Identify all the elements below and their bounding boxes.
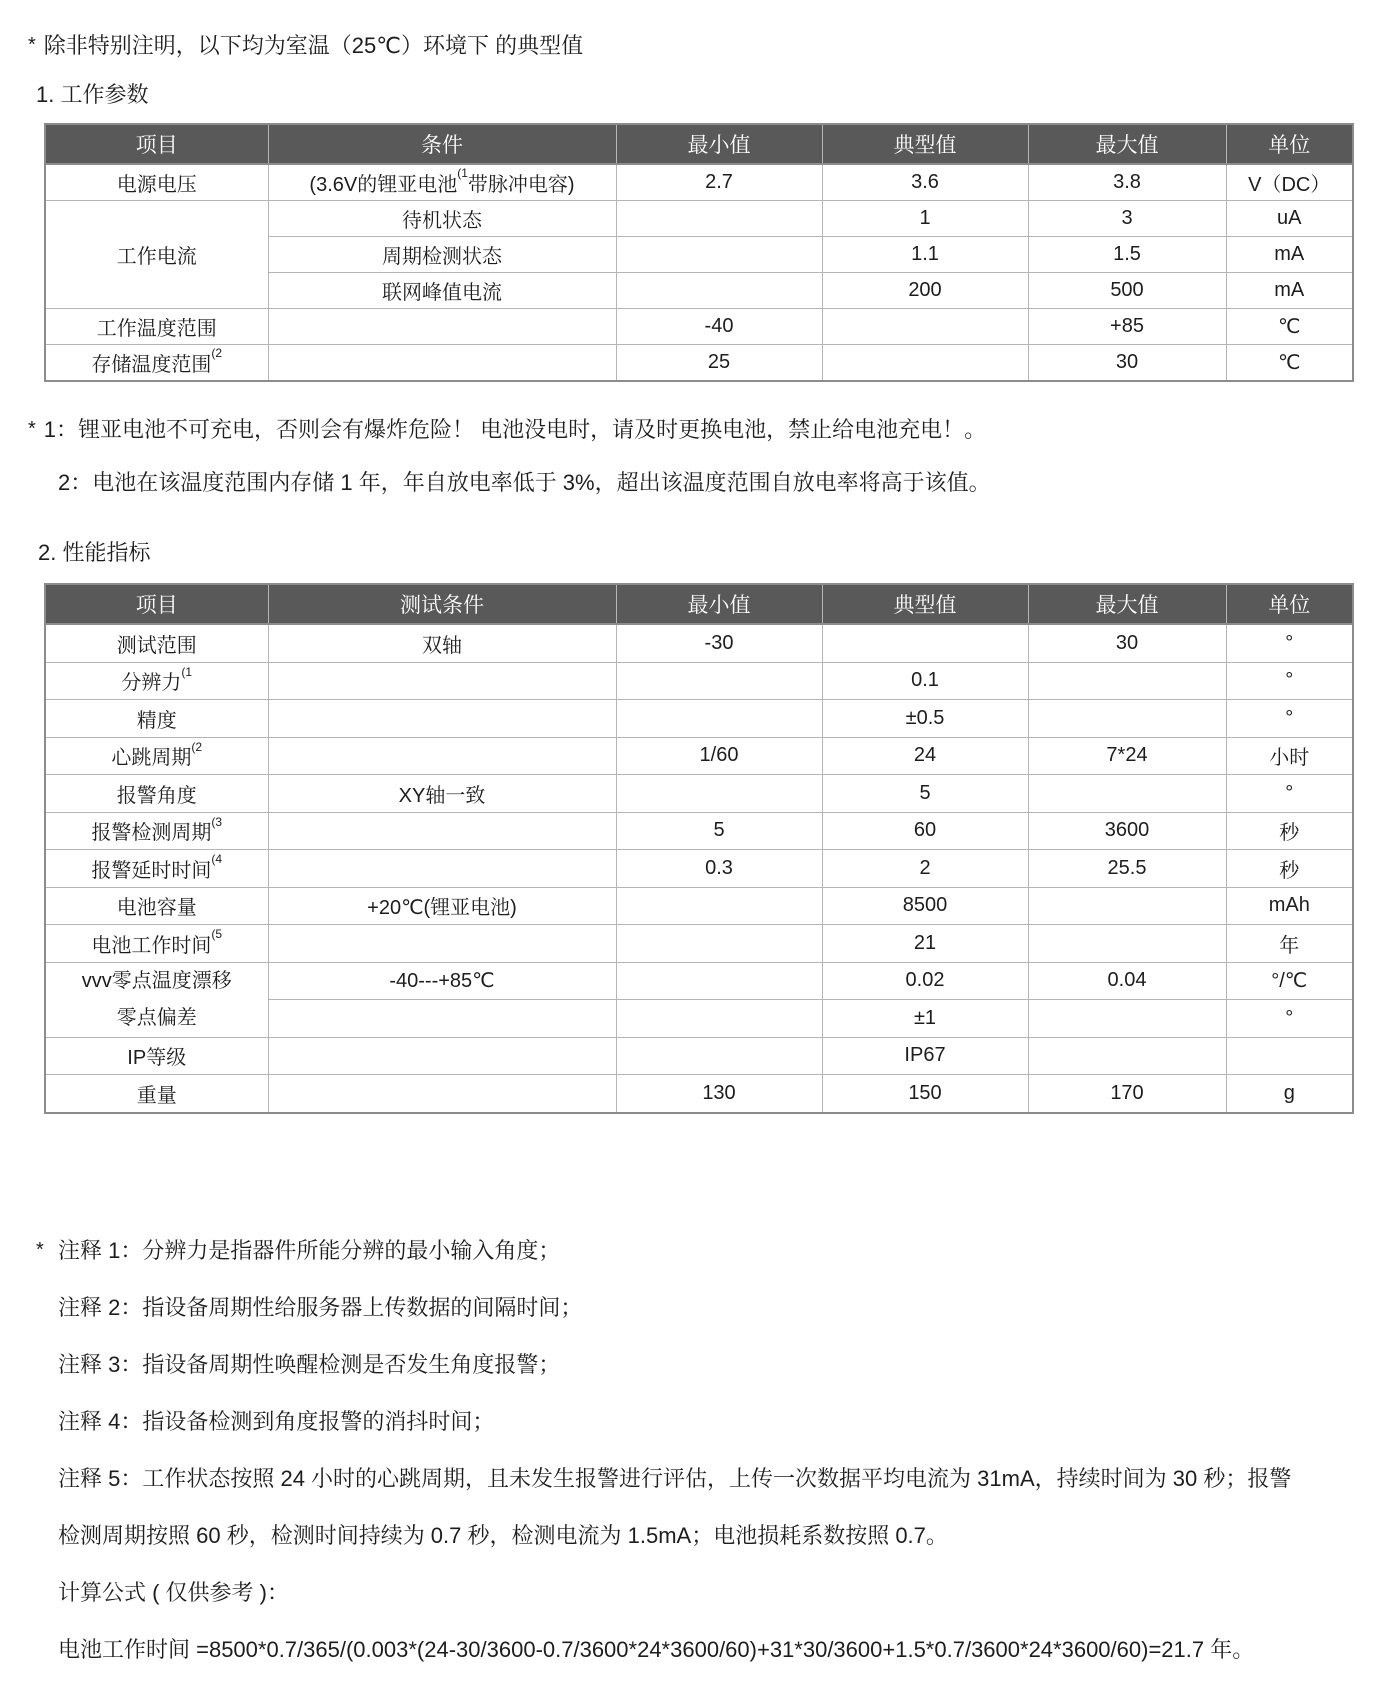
cell-typ: ±1	[822, 1000, 1028, 1038]
cell-typ: IP67	[822, 1037, 1028, 1075]
footnote-superscript: (1	[457, 166, 468, 181]
table-row	[45, 737, 1353, 775]
cell-condition: +20℃(锂亚电池)	[268, 887, 616, 925]
cell-typ: ±0.5	[822, 700, 1028, 738]
cell-min: 0.3	[616, 850, 822, 888]
table-header-row	[45, 124, 1353, 164]
cell-max: +85	[1028, 309, 1226, 345]
cell-max	[1028, 775, 1226, 813]
cell-typ: 3.6	[822, 164, 1028, 201]
cell-item	[45, 662, 268, 700]
table-row	[45, 309, 1353, 345]
cell-min	[616, 962, 822, 1000]
cell-unit: g	[1226, 1075, 1353, 1113]
footnote-superscript: (2	[191, 739, 203, 754]
cell-condition	[268, 700, 616, 738]
table-row	[45, 1037, 1353, 1075]
item-text: 分辨力	[121, 672, 182, 695]
cell-typ: 0.02	[822, 962, 1028, 1000]
cell-condition	[268, 309, 616, 345]
cell-max: 3.8	[1028, 164, 1226, 201]
table2-footnotes	[38, 1222, 1380, 1678]
cell-unit: 秒	[1226, 812, 1353, 850]
item-text: 电池工作时间	[91, 934, 212, 957]
cell-item: 电池容量	[45, 887, 268, 925]
cell-item: 报警角度	[45, 775, 268, 813]
cell-typ: 2	[822, 850, 1028, 888]
cell-min	[616, 700, 822, 738]
table-row	[45, 700, 1353, 738]
cell-max: 170	[1028, 1075, 1226, 1113]
cell-condition: 联网峰值电流	[268, 273, 616, 309]
cell-unit: °	[1226, 775, 1353, 813]
cell-max: 7*24	[1028, 737, 1226, 775]
cell-condition	[268, 1037, 616, 1075]
cell-min	[616, 662, 822, 700]
table1-note-1	[28, 416, 986, 445]
cell-max: 3	[1028, 201, 1226, 237]
cell-unit: 小时	[1226, 737, 1353, 775]
header-unit: 单位	[1226, 584, 1353, 624]
cell-unit: mAh	[1226, 887, 1353, 925]
footnote-superscript: (1	[181, 664, 193, 679]
table1-note-2: 2：电池在该温度范围内存储 1 年，年自放电率低于 3%，超出该温度范围自放电率将高于该值。	[58, 470, 991, 495]
cell-min: 130	[616, 1075, 822, 1113]
cell-item	[45, 850, 268, 888]
table-row	[45, 962, 1353, 1000]
cell-item-merged: 工作电流	[45, 201, 268, 309]
cell-typ: 8500	[822, 887, 1028, 925]
cell-condition	[268, 1000, 616, 1038]
cell-condition: 周期检测状态	[268, 237, 616, 273]
cell-unit: °	[1226, 1000, 1353, 1038]
section1-title: 1. 工作参数	[36, 82, 149, 107]
cell-max	[1028, 700, 1226, 738]
cell-typ: 5	[822, 775, 1028, 813]
cell-max: 1.5	[1028, 237, 1226, 273]
cell-item	[45, 925, 268, 963]
cell-condition	[268, 737, 616, 775]
note-text: 1：锂亚电池不可充电，否则会有爆炸危险！ 电池没电时，请及时更换电池，禁止给电池充电！。	[43, 417, 987, 442]
footnote-superscript: (5	[211, 927, 223, 942]
cell-unit: uA	[1226, 201, 1353, 237]
cell-item	[45, 345, 268, 382]
header-item: 项目	[45, 124, 268, 164]
cell-item-merged	[45, 962, 268, 1037]
cell-min	[616, 201, 822, 237]
condition-text-tail: 带脉冲电容)	[467, 174, 575, 196]
cell-min: 5	[616, 812, 822, 850]
cell-item: 电源电压	[45, 164, 268, 201]
footnote-superscript: (2	[211, 346, 223, 361]
table-row	[45, 925, 1353, 963]
footnote-line: 检测周期按照 60 秒，检测时间持续为 0.7 秒，检测电流为 1.5mA；电池损耗系数按照 0.7。	[58, 1523, 948, 1548]
cell-typ: 0.1	[822, 662, 1028, 700]
cell-unit: °	[1226, 700, 1353, 738]
item-text: vvv零点温度漂移	[81, 970, 232, 992]
cell-unit	[1226, 1037, 1353, 1075]
cell-min: 1/60	[616, 737, 822, 775]
cell-typ	[822, 345, 1028, 382]
header-typ: 典型值	[822, 584, 1028, 624]
cell-min	[616, 273, 822, 309]
top-note-text: 除非特别注明，以下均为室温（25℃）环境下 的典型值	[43, 33, 584, 58]
table-row	[45, 201, 1353, 237]
cell-condition: -40---+85℃	[268, 962, 616, 1000]
formula-caption: 计算公式 ( 仅供参考 )：	[58, 1580, 289, 1605]
section2-title: 2. 性能指标	[38, 540, 151, 565]
cell-min	[616, 237, 822, 273]
cell-typ: 1.1	[822, 237, 1028, 273]
footnote-text: 注释 1：分辨力是指器件所能分辨的最小输入角度；	[58, 1238, 561, 1263]
battery-life-formula: 电池工作时间 =8500*0.7/365/(0.003*(24-30/3600-0.7/3600*24*3600/60)+31*30/3600+1.5*0.7/3600*24*3600/60)=21.7 年。	[58, 1637, 1255, 1662]
cell-min: 25	[616, 345, 822, 382]
asterisk-mark: *	[28, 34, 36, 56]
footnote-line: 注释 4：指设备检测到角度报警的消抖时间；	[58, 1409, 495, 1434]
cell-max: 25.5	[1028, 850, 1226, 888]
cell-min: -30	[616, 624, 822, 662]
cell-unit: °/℃	[1226, 962, 1353, 1000]
condition-text: (3.6V的锂亚电池	[309, 174, 458, 196]
cell-item	[45, 737, 268, 775]
cell-max: 3600	[1028, 812, 1226, 850]
table-row	[45, 812, 1353, 850]
cell-max	[1028, 925, 1226, 963]
cell-item: IP等级	[45, 1037, 268, 1075]
cell-min	[616, 1037, 822, 1075]
cell-min: -40	[616, 309, 822, 345]
table-row	[45, 345, 1353, 382]
cell-unit: ℃	[1226, 309, 1353, 345]
table-row	[45, 624, 1353, 662]
cell-condition	[268, 812, 616, 850]
cell-condition: 双轴	[268, 624, 616, 662]
cell-unit: °	[1226, 624, 1353, 662]
cell-condition	[268, 164, 616, 201]
table-row	[45, 1075, 1353, 1113]
footnote-line: 注释 5：工作状态按照 24 小时的心跳周期，且未发生报警进行评估，上传一次数据平均电流为 31mA，持续时间为 30 秒；报警	[58, 1466, 1292, 1491]
header-item: 项目	[45, 584, 268, 624]
table-header-row	[45, 584, 1353, 624]
operating-parameters-table	[44, 123, 1354, 382]
cell-unit: 年	[1226, 925, 1353, 963]
header-typ: 典型值	[822, 124, 1028, 164]
item-text: 报警延时时间	[91, 859, 212, 882]
footnote-line: 注释 3：指设备周期性唤醒检测是否发生角度报警；	[58, 1352, 561, 1377]
table-row	[45, 775, 1353, 813]
cell-condition	[268, 662, 616, 700]
item-text: 零点偏差	[116, 1006, 197, 1029]
cell-unit: ℃	[1226, 345, 1353, 382]
table-row	[45, 887, 1353, 925]
item-text: 报警检测周期	[91, 822, 212, 845]
item-text: 存储温度范围	[91, 354, 212, 376]
header-min: 最小值	[616, 584, 822, 624]
cell-min: 2.7	[616, 164, 822, 201]
cell-min	[616, 925, 822, 963]
cell-typ: 200	[822, 273, 1028, 309]
footnote-superscript: (4	[211, 852, 223, 867]
table-row	[45, 164, 1353, 201]
footnote-line	[38, 1222, 1380, 1279]
cell-max: 500	[1028, 273, 1226, 309]
header-condition: 条件	[268, 124, 616, 164]
cell-min	[616, 887, 822, 925]
header-unit: 单位	[1226, 124, 1353, 164]
cell-max	[1028, 662, 1226, 700]
cell-typ: 1	[822, 201, 1028, 237]
header-min: 最小值	[616, 124, 822, 164]
cell-typ: 150	[822, 1075, 1028, 1113]
table-row	[45, 850, 1353, 888]
cell-item	[45, 812, 268, 850]
item-text: 心跳周期	[111, 747, 192, 770]
cell-unit: °	[1226, 662, 1353, 700]
cell-item: 测试范围	[45, 624, 268, 662]
cell-condition	[268, 345, 616, 382]
cell-condition: 待机状态	[268, 201, 616, 237]
cell-typ: 60	[822, 812, 1028, 850]
header-max: 最大值	[1028, 584, 1226, 624]
cell-unit: mA	[1226, 273, 1353, 309]
cell-unit: 秒	[1226, 850, 1353, 888]
cell-item: 工作温度范围	[45, 309, 268, 345]
cell-max	[1028, 887, 1226, 925]
cell-condition	[268, 925, 616, 963]
header-max: 最大值	[1028, 124, 1226, 164]
cell-typ	[822, 624, 1028, 662]
cell-max	[1028, 1037, 1226, 1075]
cell-condition	[268, 1075, 616, 1113]
cell-max: 0.04	[1028, 962, 1226, 1000]
table-row	[45, 662, 1353, 700]
cell-min	[616, 1000, 822, 1038]
cell-max: 30	[1028, 624, 1226, 662]
cell-max: 30	[1028, 345, 1226, 382]
footnote-superscript: (3	[211, 814, 223, 829]
cell-condition	[268, 850, 616, 888]
footnote-line: 注释 2：指设备周期性给服务器上传数据的间隔时间；	[58, 1295, 583, 1320]
cell-unit: V（DC）	[1226, 164, 1353, 201]
asterisk-mark: *	[28, 418, 36, 440]
cell-item: 重量	[45, 1075, 268, 1113]
performance-specs-table	[44, 583, 1354, 1114]
cell-typ	[822, 309, 1028, 345]
cell-typ: 24	[822, 737, 1028, 775]
cell-typ: 21	[822, 925, 1028, 963]
cell-condition: XY轴一致	[268, 775, 616, 813]
header-test-condition: 测试条件	[268, 584, 616, 624]
asterisk-mark: *	[36, 1239, 44, 1261]
cell-item: 精度	[45, 700, 268, 738]
cell-max	[1028, 1000, 1226, 1038]
top-note	[28, 32, 583, 61]
cell-min	[616, 775, 822, 813]
cell-unit: mA	[1226, 237, 1353, 273]
